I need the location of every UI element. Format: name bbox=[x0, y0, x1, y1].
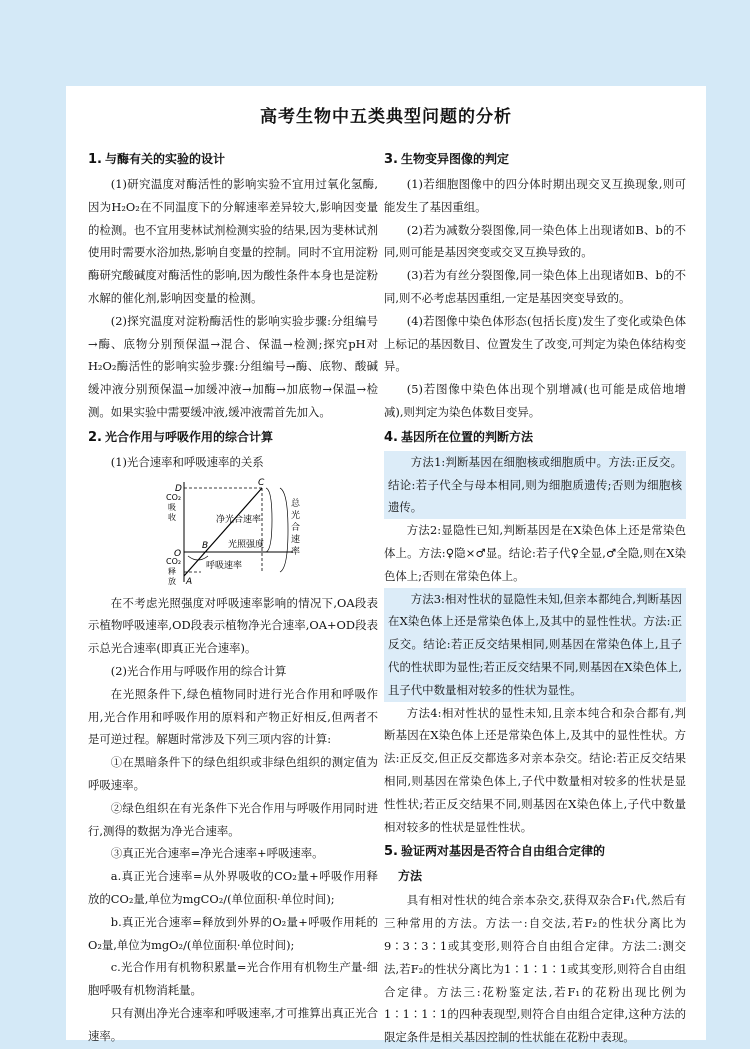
list-item: b.真正光合速率=释放到外界的O₂量+呼吸作用耗的O₂量,单位为mgO₂/(单位面积·单位时间); bbox=[88, 914, 378, 952]
paragraph: (2)探究温度对淀粉酶活性的影响实验步骤:分组编号→酶、底物分别预保温→混合、保温→检测;探究pH对H₂O₂酶活性的影响实验步骤:分组编号→酶、底物、酸碱缓冲液分别预保温→加缓冲液→加酶→加底物→保温→检测。如果实验中需要缓冲液,缓冲液需首先加入。 bbox=[88, 313, 378, 419]
list-item: c.光合作用有机物积累量=光合作用有机物生产量-细胞呼吸有机物消耗量。 bbox=[88, 960, 378, 998]
point-D: D bbox=[175, 483, 182, 494]
section-5-heading bbox=[384, 840, 686, 863]
list-item: ③真正光合速率=净光合速率+呼吸速率。 bbox=[110, 846, 324, 861]
right-column bbox=[384, 146, 686, 1049]
method-1-box bbox=[384, 451, 686, 519]
paragraph: (1)若细胞图像中的四分体时期出现交叉互换现象,则可能发生了基因重组。 bbox=[384, 177, 686, 214]
paragraph: (3)若为有丝分裂图像,同一染色体上出现诸如B、b的不同,则不必考虑基因重组,一定是基因突变导致的。 bbox=[384, 268, 686, 305]
section-title: 生物变异图像的判定 bbox=[400, 152, 509, 166]
brace-net bbox=[266, 488, 272, 552]
label-total-3: 合 bbox=[291, 522, 301, 533]
section-2-heading bbox=[88, 426, 378, 449]
label-total-5: 率 bbox=[291, 546, 301, 557]
subheading: (1)光合速率和呼吸速率的关系 bbox=[110, 454, 264, 469]
paragraph: (5)若图像中染色体出现个别增减(也可能是成倍地增减),则判定为染色体数目变异。 bbox=[384, 382, 686, 419]
paragraph: 只有测出净光合速率和呼吸速率,才可推算出真正光合速率。 bbox=[88, 1005, 378, 1043]
section-title: 光合作用与呼吸作用的综合计算 bbox=[104, 429, 273, 444]
y-bottom-label-1: CO₂ bbox=[166, 556, 182, 566]
label-total-1: 总 bbox=[291, 498, 301, 509]
document-page bbox=[66, 86, 706, 1045]
section-1-heading bbox=[88, 148, 378, 171]
paragraph: 具有相对性状的纯合亲本杂交,获得双杂合F₁代,然后有三种常用的方法。方法一:自交法,若F₂的性状分离比为9∶3∶3∶1或其变形,则符合自由组合定律。方法二:测交法,若F₂的性状分离比为1∶1∶1∶1或其变形,则符合自由组合定律。方法三:花粉鉴定法,若F₁的花粉出现比例为1∶1∶1∶1的四种表现型,则符合自由组合定律,这种方法的限定条件是相关基因控制的性状能在花粉中表现。 bbox=[384, 893, 686, 1045]
paragraph: (4)若图像中染色体形态(包括长度)发生了变化或染色体上标记的基因数目、位置发生了改变,可判定为染色体结构变异。 bbox=[384, 313, 686, 374]
paragraph: 方法4:相对性状的显性未知,且亲本纯合和杂合都有,判断基因在X染色体上还是常染色体上,及其中的显性性状。方法:正反交,但正反交都选多对亲本杂交。结论:若正反交结果相同,则基因在常染色体上,子代中数量相对较多的性状是显性性状;若正反交结果不同,则基因在X染色体上,子代中数量相对较多的性状是显性性状。 bbox=[384, 705, 686, 834]
subheading: (2)光合作用与呼吸作用的综合计算 bbox=[110, 663, 287, 678]
list-item: ②绿色组织在有光条件下光合作用与呼吸作用同时进行,测得的数据为净光合速率。 bbox=[88, 800, 378, 838]
point-B: B bbox=[202, 540, 209, 551]
section-number: 3. bbox=[384, 152, 398, 167]
paragraph: (1)研究温度对酶活性的影响实验不宜用过氧化氢酶,因为H₂O₂在不同温度下的分解速率差异较大,影响因变量的检测。也不宜用斐林试剂检测实验的结果,因为斐林试剂使用时需要水浴加热,影响自变量的控制。同时不宜用淀粉酶研究酸碱度对酶活性的影响,因为酸性条件本身也是淀粉水解的催化剂,影响因变量的检测。 bbox=[88, 177, 378, 305]
y-bottom-label-3: 放 bbox=[168, 576, 176, 586]
section-number: 2. bbox=[88, 429, 102, 445]
label-total-2: 光 bbox=[291, 510, 301, 521]
brace-total bbox=[280, 488, 288, 572]
section-number: 5. bbox=[384, 844, 398, 860]
label-resp: 呼吸速率 bbox=[206, 560, 243, 571]
section-number: 4. bbox=[384, 429, 398, 445]
section-title: 与酶有关的实验的设计 bbox=[104, 152, 225, 166]
method-3-box bbox=[384, 588, 686, 702]
section-4-heading bbox=[384, 426, 686, 449]
section-5-heading-cont: 方法 bbox=[398, 869, 423, 884]
section-title: 基因所在位置的判断方法 bbox=[400, 429, 533, 444]
paragraph: 方法3:相对性状的显隐性未知,但亲本都纯合,判断基因在X染色体上还是常染色体上,及其中的显性性状。方法:正反交。结论:若正反交结果相同,则基因在常染色体上,且子代的性状即为显性;若正反交结果不同,则基因在X染色体上,且子代中数量相对较多的性状为显性。 bbox=[388, 591, 682, 697]
list-item: ①在黑暗条件下的绿色组织或非绿色组织的测定值为呼吸速率。 bbox=[88, 755, 378, 792]
point-A: A bbox=[186, 576, 193, 587]
paragraph: 在不考虑光照强度对呼吸速率影响的情况下,OA段表示植物呼吸速率,OD段表示植物净光合速率,OA+OD段表示总光合速率(即真正光合速率)。 bbox=[88, 595, 378, 656]
section-number: 1. bbox=[88, 152, 102, 167]
label-total-4: 速 bbox=[291, 534, 301, 545]
photosynthesis-chart bbox=[88, 476, 378, 588]
page-title: 高考生物中五类典型问题的分析 bbox=[260, 107, 512, 127]
label-net-rate: 净光合速率 bbox=[216, 514, 262, 525]
point-O: O bbox=[174, 548, 182, 559]
paragraph: 方法2:显隐性已知,判断基因是在X染色体上还是常染色体上。方法:♀隐×♂显。结论:若子代♀全显,♂全隐,则在X染色体上;否则在常染色体上。 bbox=[384, 523, 686, 583]
list-item: a.真正光合速率=从外界吸收的CO₂量+呼吸作用释放的CO₂量,单位为mgCO₂/(单位面积·单位时间); bbox=[88, 869, 378, 906]
section-title: 验证两对基因是否符合自由组合定律的 bbox=[400, 844, 605, 859]
paragraph: 在光照条件下,绿色植物同时进行光合作用和呼吸作用,光合作用和呼吸作用的原料和产物正好相反,但两者不是可逆过程。解题时常涉及下列三项内容的计算: bbox=[88, 686, 378, 747]
point-C: C bbox=[258, 477, 265, 488]
paragraph: 方法1:判断基因在细胞核或细胞质中。方法:正反交。结论:若子代全与母本相同,则为细胞质遗传;否则为细胞核遗传。 bbox=[388, 454, 682, 515]
label-light: 光照强度 bbox=[228, 539, 265, 550]
y-top-label-3: 收 bbox=[168, 512, 176, 522]
chart-svg bbox=[128, 476, 348, 588]
y-bottom-label-2: 释 bbox=[168, 566, 176, 576]
paragraph: (2)若为减数分裂图像,同一染色体上出现诸如B、b的不同,则可能是基因突变或交叉互换导致的。 bbox=[384, 222, 686, 260]
left-column bbox=[88, 146, 378, 1048]
y-top-label-2: 吸 bbox=[168, 502, 176, 512]
y-top-label-1: CO₂ bbox=[166, 492, 182, 502]
section-3-heading bbox=[384, 148, 686, 171]
